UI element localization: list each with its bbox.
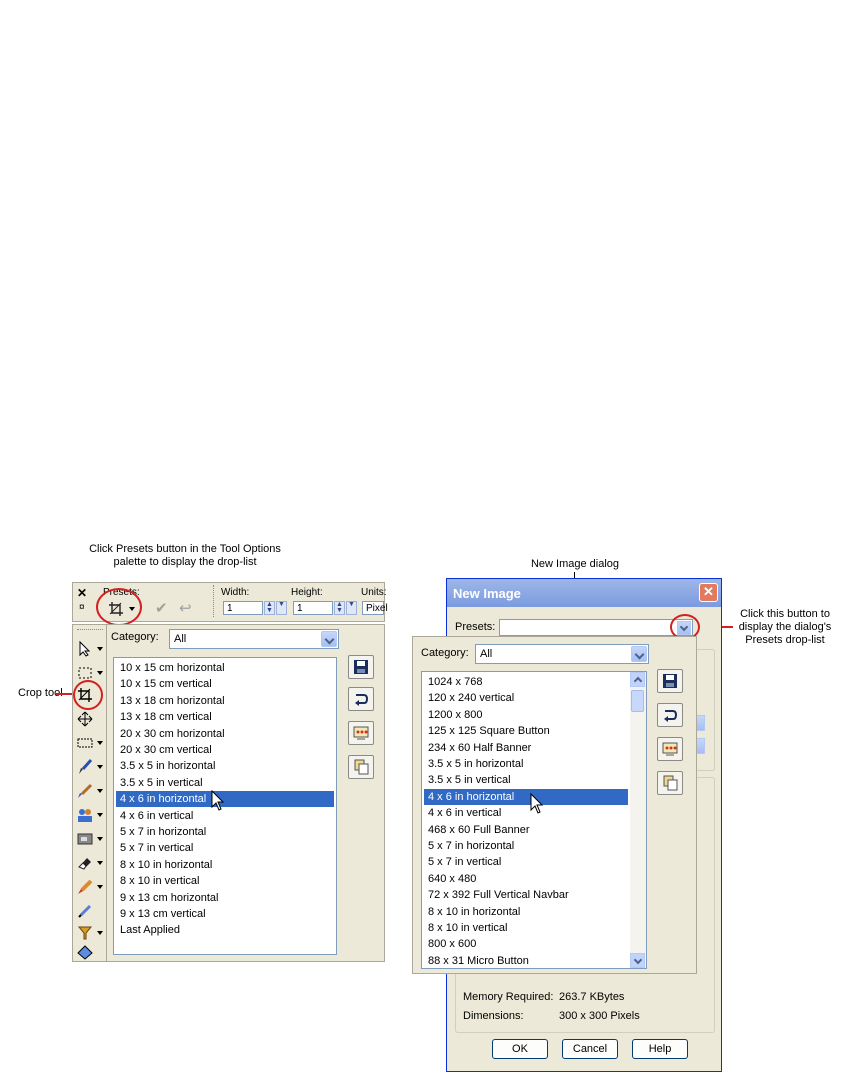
- width-label: Width:: [221, 587, 250, 598]
- dialog-category-label: Category:: [421, 647, 469, 659]
- list-item[interactable]: 13 x 18 cm vertical: [120, 711, 212, 724]
- right-callout-line3: Presets drop-list: [745, 634, 825, 646]
- left-category-dropdown-icon[interactable]: [321, 631, 337, 647]
- memory-required-label: Memory Required:: [463, 991, 554, 1003]
- height-label: Height:: [291, 587, 323, 598]
- dialog-title-callout: New Image dialog: [530, 558, 620, 570]
- left-copy-preset-button[interactable]: [348, 755, 374, 779]
- chevron-up-icon: [634, 677, 642, 685]
- crop-tool-highlight: [73, 680, 103, 710]
- list-item[interactable]: 4 x 6 in vertical: [428, 807, 502, 820]
- cancel-button[interactable]: Cancel: [562, 1039, 618, 1059]
- tools-toolbar: [72, 624, 110, 962]
- list-item[interactable]: 234 x 60 Half Banner: [428, 741, 532, 754]
- rectangle-select-icon: [77, 735, 93, 751]
- mouse-cursor-icon: [211, 790, 225, 812]
- list-item[interactable]: 8 x 10 in horizontal: [428, 905, 521, 918]
- object-icon: [77, 831, 93, 847]
- height-spinner[interactable]: ▲ ▼: [334, 601, 345, 615]
- rect-select-tool[interactable]: [77, 735, 101, 753]
- pointer-icon: [77, 641, 93, 657]
- dialog-title: New Image: [453, 586, 521, 601]
- funnel-icon: [77, 925, 93, 941]
- left-presets-list[interactable]: [113, 657, 337, 955]
- pencil-icon: [77, 879, 93, 895]
- toolbar-grip: [77, 629, 103, 630]
- dialog-presets-combo[interactable]: [499, 619, 693, 636]
- list-item[interactable]: 8 x 10 in horizontal: [120, 858, 213, 871]
- help-button[interactable]: Help: [632, 1039, 688, 1059]
- scroll-up-arrow[interactable]: [630, 672, 645, 687]
- list-item[interactable]: 800 x 600: [428, 938, 477, 951]
- list-item[interactable]: 10 x 15 cm horizontal: [120, 662, 225, 674]
- list-item[interactable]: 9 x 13 cm vertical: [120, 908, 206, 920]
- left-save-preset-button[interactable]: [348, 655, 374, 679]
- people-icon: [77, 807, 93, 823]
- chevron-down-icon: [634, 956, 642, 964]
- list-item[interactable]: 468 x 60 Full Banner: [428, 823, 530, 836]
- edit-presets-icon: [662, 741, 678, 757]
- list-item[interactable]: 4 x 6 in vertical: [120, 809, 194, 822]
- makeover-tool[interactable]: [77, 807, 101, 825]
- apply-check-icon[interactable]: ✔: [155, 600, 168, 617]
- list-item[interactable]: 5 x 7 in horizontal: [120, 826, 207, 838]
- reset-arrow-icon: [353, 691, 369, 707]
- clone-brush-icon: [77, 783, 93, 799]
- reset-icon[interactable]: ↩: [179, 600, 192, 617]
- dialog-save-preset-button[interactable]: [657, 669, 683, 693]
- list-item[interactable]: 125 x 125 Square Button: [428, 725, 550, 738]
- left-category-select[interactable]: [169, 629, 339, 649]
- left-edit-preset-button[interactable]: [348, 721, 374, 745]
- dialog-reset-preset-button[interactable]: [657, 703, 683, 727]
- width-dropdown[interactable]: ▼: [276, 601, 287, 615]
- left-category-value: All: [174, 633, 187, 645]
- dialog-category-select[interactable]: [475, 644, 649, 664]
- dialog-edit-preset-button[interactable]: [657, 737, 683, 761]
- height-dropdown[interactable]: ▼: [346, 601, 357, 615]
- eraser-tool[interactable]: [77, 855, 101, 873]
- right-callout-line2: display the dialog's: [738, 621, 832, 633]
- list-item[interactable]: 5 x 7 in vertical: [120, 842, 194, 855]
- palette-divider: [213, 585, 214, 617]
- move-tool[interactable]: [77, 711, 101, 729]
- paint-brush-icon: [77, 759, 93, 775]
- left-callout: [60, 543, 310, 569]
- width-input[interactable]: 1: [223, 601, 263, 615]
- save-floppy-icon: [353, 659, 369, 675]
- dialog-presets-droplist: [412, 636, 697, 974]
- clone-brush-tool[interactable]: [77, 783, 101, 801]
- list-item[interactable]: 4 x 6 in horizontal: [116, 791, 334, 807]
- list-item[interactable]: 8 x 10 in vertical: [428, 922, 508, 934]
- straighten-tool[interactable]: [77, 945, 101, 963]
- pick-tool[interactable]: [77, 641, 101, 659]
- mouse-cursor-icon: [530, 793, 544, 815]
- list-item[interactable]: 3.5 x 5 in horizontal: [428, 758, 524, 770]
- scroll-thumb[interactable]: [631, 690, 644, 712]
- copy-pages-icon: [353, 759, 369, 775]
- object-tool[interactable]: [77, 831, 101, 849]
- dialog-presets-list[interactable]: [421, 671, 647, 969]
- list-item[interactable]: 13 x 18 cm horizontal: [120, 694, 225, 707]
- presets-label: Presets:: [103, 587, 140, 598]
- list-item[interactable]: 20 x 30 cm vertical: [120, 744, 212, 756]
- list-item[interactable]: 5 x 7 in vertical: [428, 856, 502, 869]
- list-item[interactable]: 10 x 15 cm vertical: [120, 678, 212, 691]
- list-item[interactable]: 3.5 x 5 in horizontal: [120, 760, 216, 773]
- memory-required-value: 263.7 KBytes: [559, 991, 625, 1003]
- dialog-list-scrollbar[interactable]: [630, 672, 646, 968]
- dropper-tool[interactable]: [77, 903, 101, 921]
- dialog-category-value: All: [480, 648, 493, 660]
- scroll-down-arrow[interactable]: [630, 953, 645, 968]
- presets-button-highlight: [96, 588, 142, 626]
- left-presets-droplist: [106, 624, 385, 962]
- dialog-close-button[interactable]: ✕: [699, 583, 718, 602]
- pin-icon[interactable]: ¤: [79, 602, 85, 613]
- list-item[interactable]: 120 x 240 vertical: [428, 692, 515, 705]
- list-item[interactable]: Last Applied: [120, 924, 180, 937]
- move-arrows-icon: [77, 711, 93, 727]
- fill-tool[interactable]: [77, 925, 101, 943]
- height-input[interactable]: 1: [293, 601, 333, 615]
- list-item[interactable]: 640 x 480: [428, 872, 477, 885]
- list-item[interactable]: 4 x 6 in horizontal: [424, 789, 628, 805]
- right-callout: [726, 608, 844, 647]
- eraser-icon: [77, 855, 93, 871]
- left-reset-preset-button[interactable]: [348, 687, 374, 711]
- edit-presets-icon: [353, 725, 369, 741]
- left-callout-line2: palette to display the drop-list: [113, 556, 257, 568]
- close-palette-icon[interactable]: ✕: [77, 586, 88, 600]
- dialog-copy-preset-button[interactable]: [657, 771, 683, 795]
- paint-brush-tool[interactable]: [77, 759, 101, 777]
- dialog-presets-label: Presets:: [455, 621, 496, 633]
- list-item[interactable]: 8 x 10 in vertical: [120, 875, 200, 888]
- list-item[interactable]: 88 x 31 Micro Button: [428, 954, 529, 967]
- list-item[interactable]: 1024 x 768: [428, 676, 483, 688]
- list-item[interactable]: 72 x 392 Full Vertical Navbar: [428, 889, 569, 902]
- dimensions-label: Dimensions:: [463, 1010, 524, 1022]
- pencil-tool[interactable]: [77, 879, 101, 897]
- units-select[interactable]: Pixel: [362, 601, 384, 615]
- list-item[interactable]: 3.5 x 5 in vertical: [428, 774, 511, 787]
- list-item[interactable]: 5 x 7 in horizontal: [428, 840, 515, 852]
- units-label: Units:: [361, 587, 387, 598]
- dialog-titlebar[interactable]: [447, 579, 721, 607]
- dropper-icon: [77, 903, 93, 919]
- width-spinner[interactable]: ▲ ▼: [264, 601, 275, 615]
- save-floppy-icon: [662, 673, 678, 689]
- selection-marquee-icon: [77, 665, 93, 681]
- straighten-icon: [77, 945, 93, 959]
- dialog-category-dropdown-icon[interactable]: [631, 646, 647, 662]
- left-category-label: Category:: [111, 631, 159, 643]
- copy-pages-icon: [662, 775, 678, 791]
- ok-button[interactable]: OK: [492, 1039, 548, 1059]
- dimensions-value: 300 x 300 Pixels: [559, 1010, 640, 1022]
- list-item[interactable]: 3.5 x 5 in vertical: [120, 776, 203, 789]
- list-item[interactable]: 9 x 13 cm horizontal: [120, 891, 219, 904]
- crop-tool-callout: Crop tool: [18, 687, 63, 699]
- reset-arrow-icon: [662, 707, 678, 723]
- list-item[interactable]: 20 x 30 cm horizontal: [120, 727, 225, 740]
- left-callout-line1: Click Presets button in the Tool Options: [89, 543, 281, 555]
- right-callout-line1: Click this button to: [740, 608, 830, 620]
- list-item[interactable]: 1200 x 800: [428, 708, 483, 721]
